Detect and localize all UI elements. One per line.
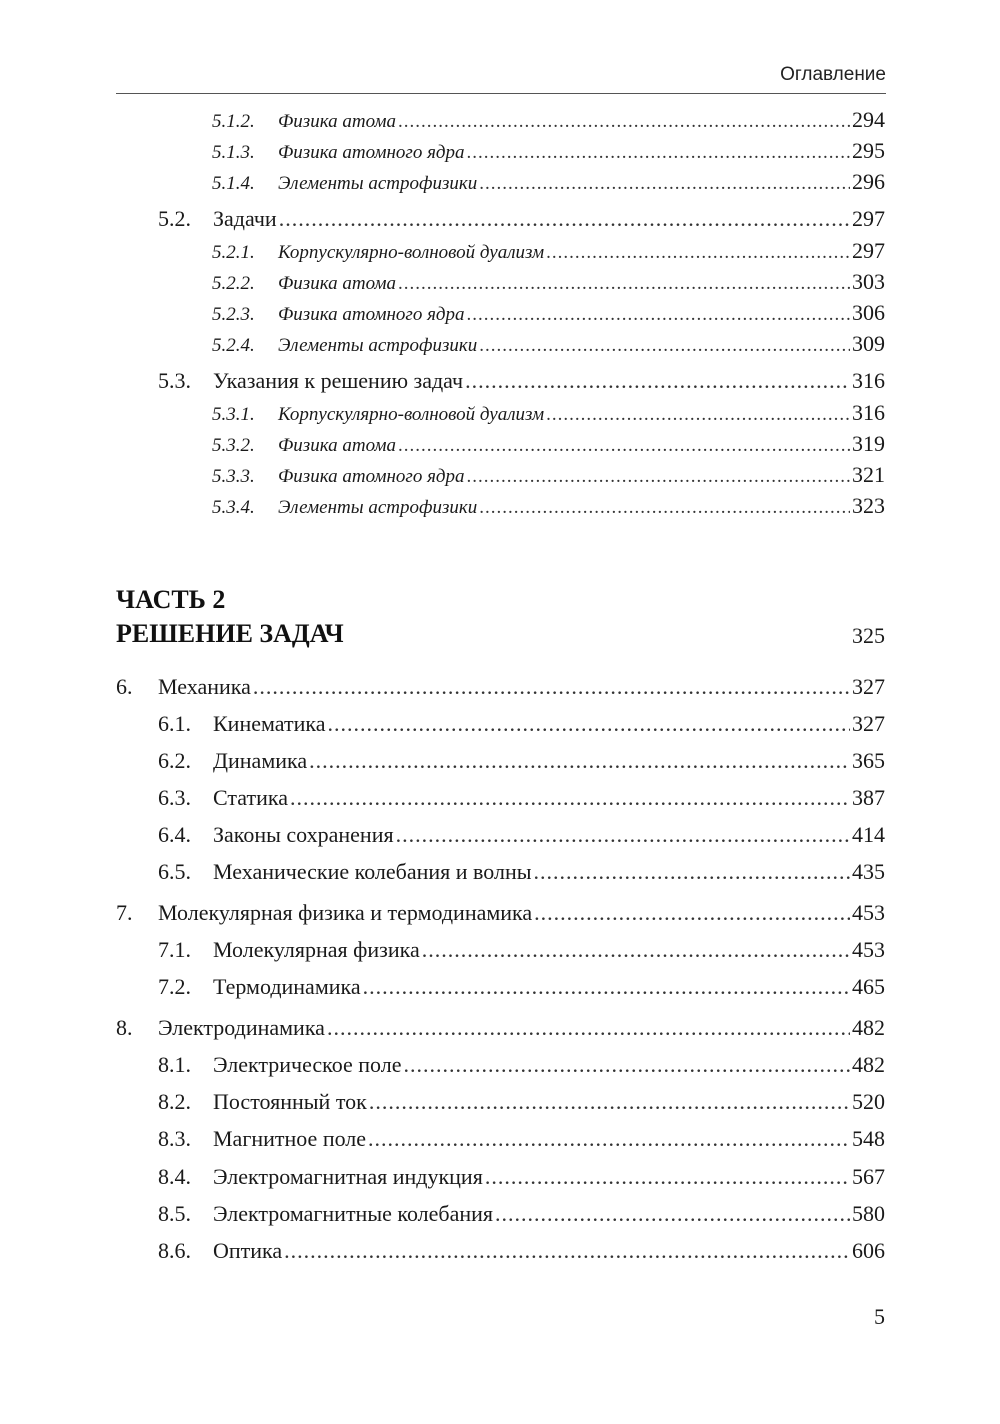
toc-title: Механика <box>158 674 251 699</box>
toc-entry-6-3[interactable] <box>158 784 885 812</box>
toc-entry-6[interactable] <box>116 673 885 701</box>
toc-number: 7.1. <box>158 937 191 962</box>
toc-page: 306 <box>852 300 885 325</box>
toc-page: 297 <box>852 206 885 231</box>
toc-leader <box>327 710 850 738</box>
toc-title: Магнитное поле <box>213 1126 367 1151</box>
toc-title: Физика атомного ядра <box>278 304 465 325</box>
toc-entry-7-2[interactable] <box>158 973 885 1001</box>
toc-entry-5-3[interactable] <box>158 367 885 395</box>
toc-entry-8-4[interactable] <box>158 1163 885 1191</box>
toc-leader <box>467 463 850 491</box>
toc-number: 5.1.4. <box>212 173 255 194</box>
toc-leader <box>284 1237 850 1265</box>
toc-page: 606 <box>852 1238 885 1263</box>
toc-leader <box>467 301 850 329</box>
toc-entry-5-2-3[interactable] <box>212 299 885 329</box>
toc-entry-5-3-2[interactable] <box>212 430 885 460</box>
toc-leader <box>534 858 850 886</box>
toc-entry-8-2[interactable] <box>158 1088 885 1116</box>
toc-page: 453 <box>852 937 885 962</box>
header-rule <box>116 93 886 94</box>
toc-number: 8.2. <box>158 1089 191 1114</box>
part-heading-line2[interactable]: РЕШЕНИЕ ЗАДАЧ <box>116 619 344 648</box>
toc-leader <box>546 239 850 267</box>
part-heading-line1: ЧАСТЬ 2 <box>116 585 226 614</box>
toc-page: 327 <box>852 711 885 736</box>
toc-leader <box>479 332 850 360</box>
toc-entry-8-1[interactable] <box>158 1051 885 1079</box>
toc-entry-5-2-1[interactable] <box>212 237 885 267</box>
toc-title: Физика атома <box>278 435 396 456</box>
toc-title: Статика <box>213 785 288 810</box>
toc-page: 321 <box>852 462 885 487</box>
toc-number: 7.2. <box>158 974 191 999</box>
toc-entry-6-4[interactable] <box>158 821 885 849</box>
page-number: 5 <box>874 1304 885 1329</box>
toc-leader <box>369 1088 850 1116</box>
toc-title: Физика атома <box>278 273 396 294</box>
toc-title: Физика атомного ядра <box>278 142 465 163</box>
toc-title: Молекулярная физика <box>213 937 420 962</box>
toc-title: Кинематика <box>213 711 326 736</box>
toc-title: Молекулярная физика и термодинамика <box>158 900 533 925</box>
toc-page: 365 <box>852 748 885 773</box>
toc-entry-8-3[interactable] <box>158 1125 885 1153</box>
toc-title: Элементы астрофизики <box>278 497 478 518</box>
toc-leader <box>363 973 850 1001</box>
toc-number: 5.3.1. <box>212 404 255 425</box>
toc-leader <box>404 1051 850 1079</box>
toc-number: 6.5. <box>158 859 191 884</box>
toc-number: 8. <box>116 1015 133 1040</box>
toc-entry-5-2-4[interactable] <box>212 330 885 360</box>
toc-entry-5-3-4[interactable] <box>212 492 885 522</box>
toc-leader <box>422 936 850 964</box>
toc-page: 465 <box>852 974 885 999</box>
toc-number: 5.2. <box>158 206 191 231</box>
toc-page: 453 <box>852 900 885 925</box>
toc-title: Электродинамика <box>158 1015 325 1040</box>
toc-leader <box>368 1125 850 1153</box>
toc-entry-6-2[interactable] <box>158 747 885 775</box>
toc-title: Электрическое поле <box>213 1052 402 1077</box>
toc-page: 482 <box>852 1052 885 1077</box>
toc-page: 295 <box>852 138 885 163</box>
toc-leader <box>534 899 850 927</box>
toc-title: Корпускулярно-волновой дуализм <box>278 242 545 263</box>
toc-entry-5-3-3[interactable] <box>212 461 885 491</box>
toc-number: 5.2.2. <box>212 273 255 294</box>
toc-leader <box>398 432 850 460</box>
toc-entry-8[interactable] <box>116 1014 885 1042</box>
toc-title: Постоянный ток <box>213 1089 367 1114</box>
toc-entry-7[interactable] <box>116 899 885 927</box>
toc-page: 323 <box>852 493 885 518</box>
toc-number: 6.4. <box>158 822 191 847</box>
toc-title: Корпускулярно-волновой дуализм <box>278 404 545 425</box>
toc-title: Физика атомного ядра <box>278 466 465 487</box>
toc-number: 5.3.2. <box>212 435 255 456</box>
toc-entry-5-1-4[interactable] <box>212 168 885 198</box>
toc-page: 294 <box>852 107 885 132</box>
toc-number: 5.2.1. <box>212 242 255 263</box>
toc-entry-6-1[interactable] <box>158 710 885 738</box>
toc-leader <box>398 270 850 298</box>
toc-number: 6.1. <box>158 711 191 736</box>
toc-number: 7. <box>116 900 133 925</box>
toc-number: 6.3. <box>158 785 191 810</box>
toc-number: 5.3. <box>158 368 191 393</box>
part-page-number: 325 <box>852 623 885 648</box>
toc-entry-7-1[interactable] <box>158 936 885 964</box>
toc-page: 296 <box>852 169 885 194</box>
toc-entry-5-1-2[interactable] <box>212 106 885 136</box>
toc-title: Законы сохранения <box>213 822 394 847</box>
toc-number: 8.1. <box>158 1052 191 1077</box>
toc-entry-5-2-2[interactable] <box>212 268 885 298</box>
toc-number: 6.2. <box>158 748 191 773</box>
toc-entry-5-3-1[interactable] <box>212 399 885 429</box>
toc-leader <box>396 821 850 849</box>
toc-title: Механические колебания и волны <box>213 859 532 884</box>
toc-leader <box>279 205 850 233</box>
toc-title: Оптика <box>213 1238 283 1263</box>
toc-title: Физика атома <box>278 111 396 132</box>
toc-entry-8-5[interactable] <box>158 1200 885 1228</box>
toc-title: Динамика <box>213 748 308 773</box>
toc-title: Электромагнитная индукция <box>213 1164 483 1189</box>
toc-number: 8.4. <box>158 1164 191 1189</box>
toc-page: 327 <box>852 674 885 699</box>
toc-leader <box>479 170 850 198</box>
toc-page: 316 <box>852 400 885 425</box>
toc-page: 435 <box>852 859 885 884</box>
toc-page: 520 <box>852 1089 885 1114</box>
toc-entry-6-5[interactable] <box>158 858 885 886</box>
toc-page: 387 <box>852 785 885 810</box>
toc-title: Электромагнитные колебания <box>213 1201 494 1226</box>
toc-number: 5.3.4. <box>212 497 255 518</box>
toc-entry-8-6[interactable] <box>158 1237 885 1265</box>
toc-number: 8.6. <box>158 1238 191 1263</box>
toc-leader <box>479 494 850 522</box>
toc-entry-5-2[interactable] <box>158 205 885 233</box>
toc-page: 316 <box>852 368 885 393</box>
toc-page: 319 <box>852 431 885 456</box>
toc-leader <box>485 1163 850 1191</box>
toc-entry-5-1-3[interactable] <box>212 137 885 167</box>
toc-leader <box>290 784 850 812</box>
toc-leader <box>253 673 850 701</box>
toc-page: 567 <box>852 1164 885 1189</box>
toc-title: Указания к решению задач <box>213 368 464 393</box>
toc-leader <box>546 401 850 429</box>
toc-leader <box>327 1014 850 1042</box>
toc-page: 303 <box>852 269 885 294</box>
toc-number: 5.1.2. <box>212 111 255 132</box>
toc-leader <box>398 108 850 136</box>
toc-title: Элементы астрофизики <box>278 173 478 194</box>
toc-page: 548 <box>852 1126 885 1151</box>
toc-leader <box>495 1200 850 1228</box>
running-head: Оглавление <box>780 64 886 85</box>
toc-number: 8.5. <box>158 1201 191 1226</box>
toc-number: 5.1.3. <box>212 142 255 163</box>
toc-page: 309 <box>852 331 885 356</box>
toc-leader <box>467 139 850 167</box>
toc-leader <box>465 367 850 395</box>
toc-number: 5.2.3. <box>212 304 255 325</box>
toc-title: Термодинамика <box>213 974 361 999</box>
toc-number: 6. <box>116 674 133 699</box>
toc-page: 482 <box>852 1015 885 1040</box>
toc-number: 8.3. <box>158 1126 191 1151</box>
toc-page: 297 <box>852 238 885 263</box>
toc-leader <box>309 747 850 775</box>
toc-page: 580 <box>852 1201 885 1226</box>
toc-number: 5.3.3. <box>212 466 255 487</box>
toc-page: 414 <box>852 822 885 847</box>
toc-title: Элементы астрофизики <box>278 335 478 356</box>
toc-number: 5.2.4. <box>212 335 255 356</box>
toc-title: Задачи <box>213 206 277 231</box>
